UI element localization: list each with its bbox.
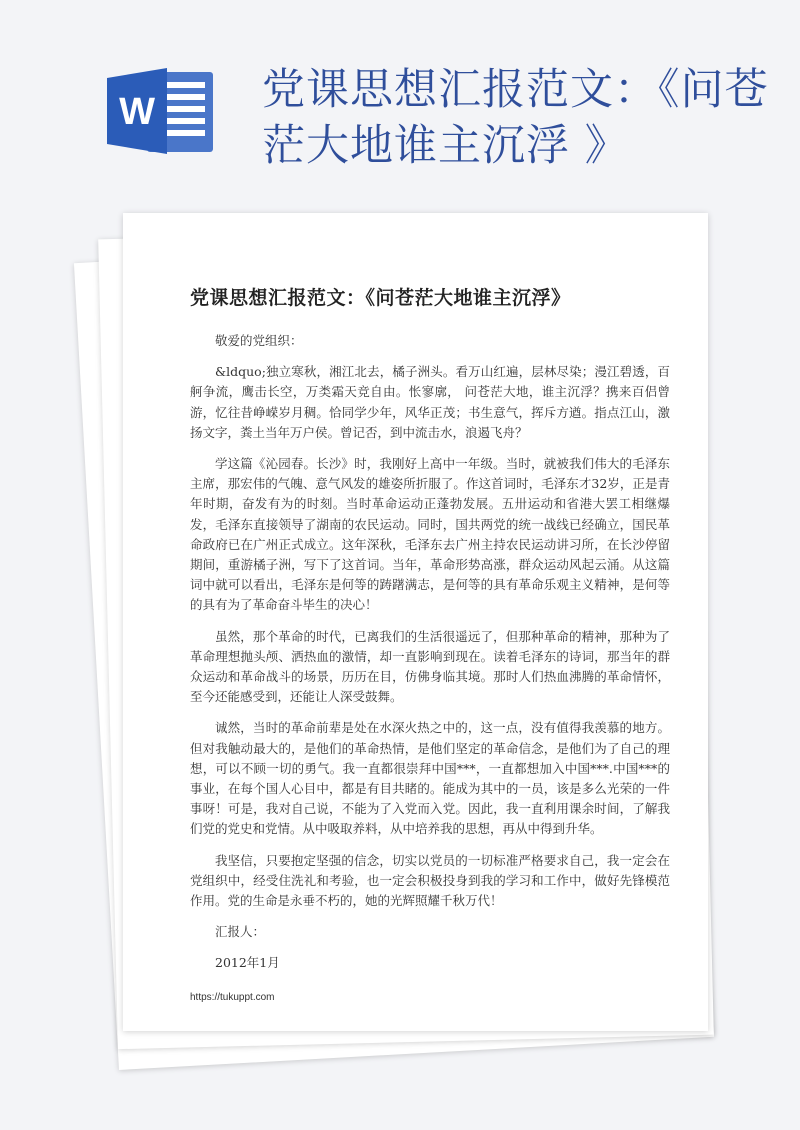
paragraph: 我坚信，只要抱定坚强的信念，切实以党员的一切标准严格要求自己，我一定会在党组织中，经受住洗礼和考验，也一定会积极投身到我的学习和工作中，做好先锋模范作用。党的生命是永垂不朽的，她的光辉照耀千秋万代！	[190, 852, 670, 909]
paragraph: 学这篇《沁园春。长沙》时，我刚好上高中一年级。当时，就被我们伟大的毛泽东主席，那宏伟的气魄、意气风发的雄姿所折服了。作这首词时，毛泽东才32岁，正是青年时期，奋发有为的时刻。当时革命运动正蓬勃发展。五卅运动和省港大罢工相继爆发，毛泽东直接领导了湖南的农民运动。同时，国共两党的统一战线已经确立，国民革命政府已在广州正式成立。这年深秋，毛泽东去广州主持农民运动讲习所，在长沙停留期间，重游橘子洲，写下了这首词。当年，革命形势高涨，群众运动风起云涌。从这篇词中就可以看出，毛泽东是何等的踌躇满志，是何等的具有革命乐观主义精神，是何等的具有为了革命奋斗毕生的决心！	[190, 456, 670, 613]
paragraph: 诚然，当时的革命前辈是处在水深火热之中的，这一点，没有值得我羡慕的地方。但对我触动最大的，是他们的革命热情，是他们坚定的革命信念，是他们为了自己的理想，可以不顾一切的勇气。我一直都很崇拜中国***，一直都想加入中国***.中国***的事业，在每个国人心目中，都是有目共睹的。能成为其中的一员，该是多么光荣的一件事呀！可是，我对自己说，不能为了入党而入党。因此，我一直利用课余时间，了解我们党的党史和党情。从中吸取养料，从中培养我的思想，再从中得到升华。	[190, 720, 670, 837]
paper-sheet-front	[123, 213, 708, 1031]
source-url[interactable]: https://tukuppt.com	[190, 992, 275, 1003]
report-date: 2012年1月	[215, 955, 280, 971]
salutation: 敬爱的党组织：	[215, 333, 303, 348]
page-title: 党课思想汇报范文：《问苍茫大地谁主沉浮》	[190, 287, 571, 309]
header	[0, 0, 800, 200]
logo-letter: W	[119, 91, 155, 133]
paragraph: 虽然，那个革命的时代，已离我们的生活很遥远了，但那种革命的精神，那种为了革命理想抛头颅、洒热血的激情，却一直影响到现在。读着毛泽东的诗词，那当年的群众运动和革命战斗的场景，历历在目，仿佛身临其境。那时人们热血沸腾的革命情怀，至今还能感受到，还能让人深受鼓舞。	[190, 628, 670, 705]
word-document-icon	[107, 66, 217, 156]
reporter-label: 汇报人：	[215, 924, 266, 940]
paragraph: &ldquo;独立寒秋，湘江北去，橘子洲头。看万山红遍，层林尽染；漫江碧透，百舸争流，鹰击长空，万类霜天竞自由。怅寥廓， 问苍茫大地，谁主沉浮？携来百侣曾游，忆往昔峥嵘岁月稠。恰同学少年，风华正茂；书生意气，挥斥方遒。指点江山，激扬文字，粪土当年万户侯。曾记否，到中流击水，浪遏飞舟？	[190, 364, 670, 440]
document-title: 党课思想汇报范文：《问苍茫大地谁主沉浮 》	[262, 65, 769, 171]
document-body	[190, 331, 670, 985]
